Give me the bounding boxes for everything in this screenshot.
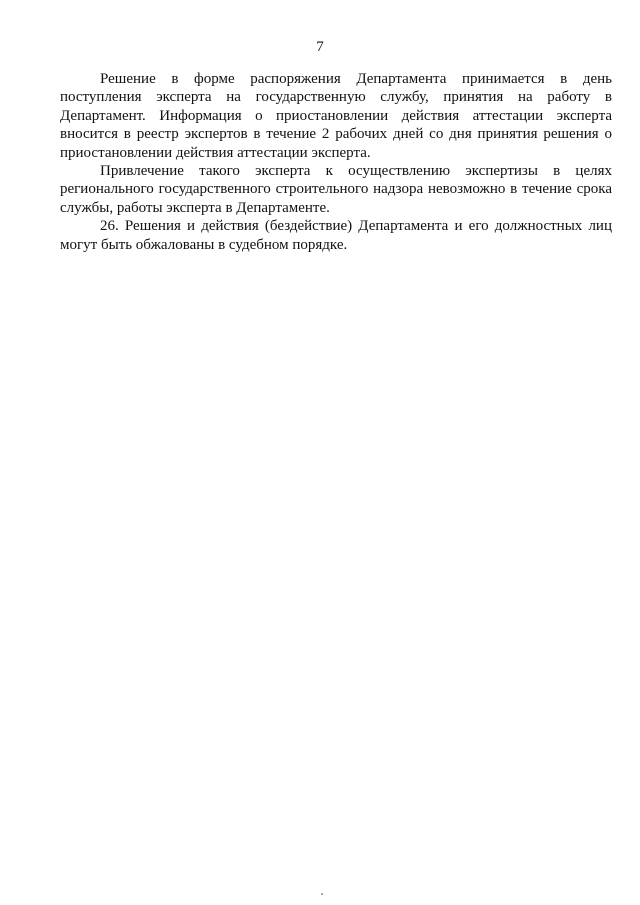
page-number: 7 <box>316 39 324 55</box>
paragraph-decision-order: Решение в форме распоряжения Департамента принимается в день поступления эксперта на государственную службу, принятия на работу в Департамент. Информация о приостановлении действия аттестации эксперта вносится в реестр экспертов в течение 2 рабочих дней со дня принятия решения о приостановлении действия аттестации эксперта. <box>60 71 612 161</box>
paragraph-appeal-clause-26: 26. Решения и действия (бездействие) Департамента и его должностных лиц могут быть обжалованы в судебном порядке. <box>60 218 612 253</box>
paragraph-expert-involvement: Привлечение такого эксперта к осуществлению экспертизы в целях регионального государственного строительного надзора невозможно в течение срока службы, работы эксперта в Департаменте. <box>60 163 612 216</box>
scan-dot-mark <box>321 893 323 895</box>
document-body <box>60 70 612 254</box>
